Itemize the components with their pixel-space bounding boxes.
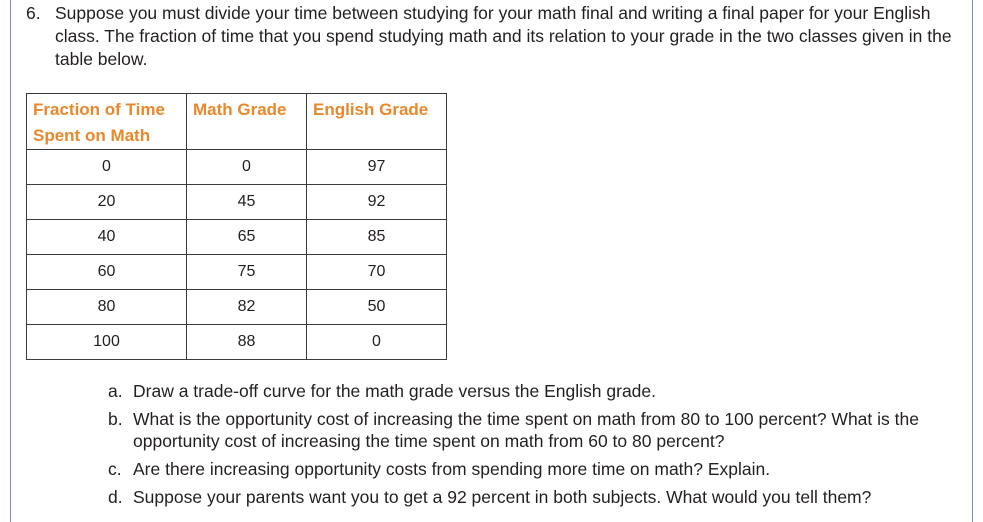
part-c — [108, 458, 958, 480]
table-header-row — [27, 94, 447, 150]
part-letter: c. — [108, 459, 122, 479]
table-row — [27, 220, 447, 255]
part-letter: b. — [108, 409, 123, 429]
cell-math-grade: 75 — [187, 255, 307, 290]
cell-english-grade: 50 — [307, 290, 447, 325]
part-text: What is the opportunity cost of increasing the time spent on math from 80 to 100 percent? What is the opportunity cost of increasing the time spent on math from 60 to 80 percent? — [133, 409, 919, 451]
cell-english-grade: 0 — [307, 325, 447, 360]
question-block — [26, 2, 956, 71]
table-row — [27, 290, 447, 325]
cell-english-grade: 70 — [307, 255, 447, 290]
part-letter: d. — [108, 487, 123, 507]
table-row — [27, 150, 447, 185]
table-row — [27, 255, 447, 290]
question-text: Suppose you must divide your time between studying for your math final and writing a final paper for your English class. The fraction of time that you spend studying math and its relation to your grade in the two classes given in the table below. — [55, 3, 952, 69]
cell-math-grade: 45 — [187, 185, 307, 220]
header-english-grade: English Grade — [307, 94, 447, 150]
part-d — [108, 486, 958, 508]
cell-fraction: 80 — [27, 290, 187, 325]
part-b — [108, 408, 958, 452]
cell-english-grade: 85 — [307, 220, 447, 255]
question-number: 6. — [26, 3, 41, 23]
question-parts — [108, 380, 958, 514]
header-math-grade: Math Grade — [187, 94, 307, 150]
cell-math-grade: 88 — [187, 325, 307, 360]
cell-math-grade: 0 — [187, 150, 307, 185]
part-a — [108, 380, 958, 402]
cell-fraction: 100 — [27, 325, 187, 360]
cell-fraction: 60 — [27, 255, 187, 290]
table-row — [27, 325, 447, 360]
cell-fraction: 0 — [27, 150, 187, 185]
cell-fraction: 40 — [27, 220, 187, 255]
table-row — [27, 185, 447, 220]
grade-table — [26, 93, 447, 360]
part-text: Draw a trade-off curve for the math grade versus the English grade. — [133, 381, 657, 401]
cell-english-grade: 92 — [307, 185, 447, 220]
cell-english-grade: 97 — [307, 150, 447, 185]
part-text: Are there increasing opportunity costs from spending more time on math? Explain. — [133, 459, 771, 479]
part-letter: a. — [108, 381, 123, 401]
cell-math-grade: 65 — [187, 220, 307, 255]
cell-fraction: 20 — [27, 185, 187, 220]
part-text: Suppose your parents want you to get a 92 percent in both subjects. What would you tell them? — [133, 487, 872, 507]
header-fraction-of-time: Fraction of Time Spent on Math — [27, 94, 187, 150]
cell-math-grade: 82 — [187, 290, 307, 325]
